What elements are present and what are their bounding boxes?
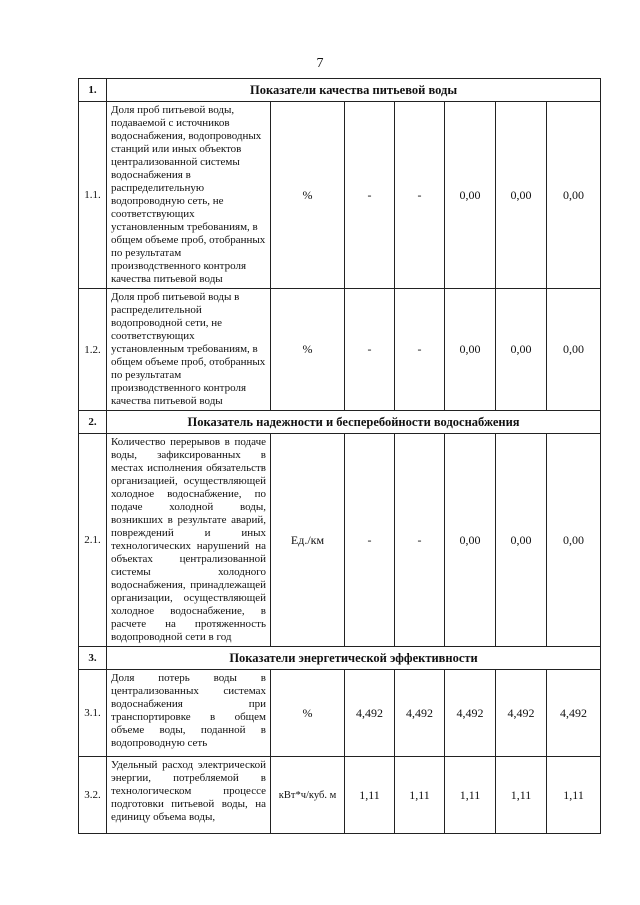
row-unit: % (271, 102, 345, 289)
row-unit: Ед./км (271, 434, 345, 647)
row-value: 0,00 (445, 289, 496, 411)
row-value: 1,11 (395, 757, 445, 834)
table-row (79, 102, 601, 289)
table-row (79, 670, 601, 757)
row-value: 4,492 (395, 670, 445, 757)
section-number: 3. (79, 647, 107, 670)
row-value: 4,492 (547, 670, 601, 757)
section-title: Показатель надежности и бесперебойности водоснабжения (107, 411, 601, 434)
row-value: 0,00 (547, 434, 601, 647)
row-number: 1.2. (79, 289, 107, 411)
row-value: - (395, 289, 445, 411)
row-value: 0,00 (496, 289, 547, 411)
page-number: 7 (316, 56, 324, 71)
row-number: 1.1. (79, 102, 107, 289)
section-title: Показатели энергетической эффективности (107, 647, 601, 670)
section-header-row (79, 411, 601, 434)
row-number: 3.2. (79, 757, 107, 834)
indicators-table (78, 78, 601, 834)
section-number: 2. (79, 411, 107, 434)
row-value: 1,11 (345, 757, 395, 834)
row-value: - (395, 434, 445, 647)
section-header-row (79, 647, 601, 670)
row-unit: % (271, 289, 345, 411)
row-value: 1,11 (547, 757, 601, 834)
row-unit: кВт*ч/куб. м (271, 757, 345, 834)
row-value: 0,00 (445, 102, 496, 289)
row-value: 0,00 (496, 102, 547, 289)
row-value: 4,492 (445, 670, 496, 757)
row-number: 2.1. (79, 434, 107, 647)
row-description: Доля проб питьевой воды, подаваемой с источников водоснабжения, водопроводных станций или иных объектов централизованной системы водоснабжения в распределительную водопроводную сеть, не соответствующих установленным требованиям, в общем объеме проб, отобранных по результатам производственного контроля качества питьевой воды (107, 102, 271, 289)
section-number: 1. (79, 79, 107, 102)
row-value: 0,00 (547, 289, 601, 411)
row-description: Доля проб питьевой воды в распределительной водопроводной сети, не соответствующих установленным требованиям, в общем объеме проб, отобранных по результатам производственного контроля качества питьевой воды (107, 289, 271, 411)
section-title: Показатели качества питьевой воды (107, 79, 601, 102)
row-value: 0,00 (496, 434, 547, 647)
row-value: 4,492 (345, 670, 395, 757)
row-value: - (395, 102, 445, 289)
row-value: 1,11 (445, 757, 496, 834)
row-description: Удельный расход электрической энергии, потребляемой в технологическом процессе подготовки питьевой воды, на единицу объема воды, (107, 757, 271, 834)
row-value: - (345, 434, 395, 647)
row-value: 0,00 (547, 102, 601, 289)
row-value: 4,492 (496, 670, 547, 757)
table-row (79, 757, 601, 834)
row-unit: % (271, 670, 345, 757)
section-header-row (79, 79, 601, 102)
table-row (79, 289, 601, 411)
table-row (79, 434, 601, 647)
row-description: Количество перерывов в подаче воды, зафиксированных в местах исполнения обязательств организацией, осуществляющей холодное водоснабжение, по подаче холодной воды, возникших в результате аварий, повреждений и иных технологических нарушений на объектах централизованной системы холодного водоснабжения, принадлежащей организации, осуществляющей холодное водоснабжение, в расчете на протяженность водопроводной сети в год (107, 434, 271, 647)
row-value: - (345, 289, 395, 411)
row-description: Доля потерь воды в централизованных системах водоснабжения при транспортировке в общем объеме воды, поданной в водопроводную сеть (107, 670, 271, 757)
row-value: 0,00 (445, 434, 496, 647)
row-value: 1,11 (496, 757, 547, 834)
row-value: - (345, 102, 395, 289)
row-number: 3.1. (79, 670, 107, 757)
